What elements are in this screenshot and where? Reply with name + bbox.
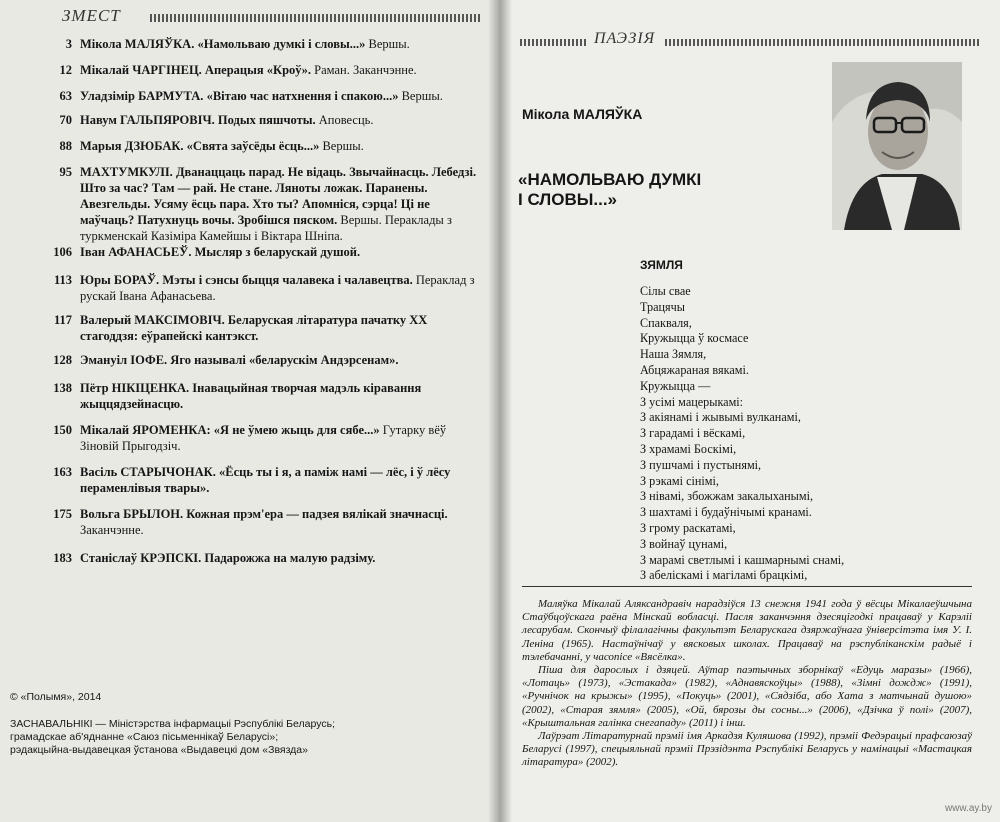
site-watermark: www.ay.by [944,803,992,814]
toc-title: Кожная прэм'ера — падзея вялікай значнасці. [186,507,448,521]
toc-page-number: 88 [59,139,72,153]
poem-text [640,284,960,584]
poem-line: Кружыцца — [640,378,711,393]
poem-line: Трацячы [640,299,685,314]
poem-line: Спакваля, [640,315,692,330]
poem-line: З рэкамі сінімі, [640,473,719,488]
poem-line: З усімі мацерыкамі: [640,394,744,409]
poem-cycle-title-line: «НАМОЛЬВАЮ ДУМКІ [518,170,702,189]
toc-page-number: 150 [53,423,72,437]
toc-title: «Я не ўмею жыць для сябе...» [213,423,380,437]
toc-title: Аперацыя «Кроў». [204,63,312,77]
poem-cycle-title [518,170,748,210]
poem-line: Сілы свае [640,284,691,298]
copyright-notice: © «Полымя», 2014 [10,691,102,703]
poem-line: З храмамі Боскімі, [640,441,737,456]
toc-title: «Намольваю думкі і словы...» [197,37,366,51]
toc-title: Подых пяшчоты. [217,113,316,127]
right-page [500,0,1000,822]
toc-page-number: 12 [59,63,72,77]
toc-title: Мысляр з беларускай душой. [194,245,361,259]
toc-kind: Вершы. [368,37,410,51]
toc-title: «Ёсць ты і я, а паміж намі — лёс, і ў лёсу пераменлівыя твары». [80,465,451,495]
poem-line: З шахтамі і будаўнічымі кранамі. [640,505,812,520]
toc-author: МАХТУМКУЛІ. [80,165,173,179]
author-portrait-photo [832,62,962,230]
toc-title: Дванаццаць парад. Не відаць. Звычайнасць. Лебедзі. Што за час? Там — рай. Не стане. Ляноты ложак. Паранены. Авезгельды. Усяму ёсць пара. Хто ты? Апомніся, сэрца! Ці не маўчаць? Патухнуць вочы. Зробішся пяском. [80,165,477,227]
toc-page-number: 138 [53,381,72,395]
toc-author: Мікалай ЯРОМЕНКА: [80,423,211,437]
toc-title: «Вітаю час натхнення і спакою...» [206,89,399,103]
poem-line: З войнаў цунамі, [640,536,728,551]
author-biography [522,598,972,770]
toc-page-number: 63 [59,89,72,103]
poem-heading: ЗЯМЛЯ [640,258,683,272]
toc-title: Падарожжа на малую радзіму. [204,551,376,565]
poem-line: З нівамі, збожжам закалыханымі, [640,489,814,504]
poem-line: Абцяжараная вякамі. [640,362,749,377]
toc-kind: Вершы. [401,89,443,103]
poet-name: Мікола МАЛЯЎКА [522,106,643,122]
toc-title: Яго называлі «беларускім Андэрсенам». [170,353,399,367]
poetry-header-rule-right [665,39,980,46]
contents-header-rule [150,14,481,22]
toc-author: Пётр НІКІЦЕНКА. [80,381,190,395]
toc-author: Навум ГАЛЬПЯРОВІЧ. [80,113,215,127]
biography-paragraph: Піша для дарослых і дзяцей. Аўтар паэтычных зборнікаў «Едуць маразы» (1966), «Лотаць» (1973), «Эстакада» (1982), «Аднавяскоўцы» (1988), «Зімні дождж» (1991), «Ручнічок на крыжы» (1995), «Покуць» (2001), «Сядзіба, або Хата з матчынай душою» (2002), «Старая зямля» (2005), «Ой, бярозы ды сосны...» (2006), «Дзічка ў полі» (2007), «Крыштальная галінка снегападу» (2011) і інш. [522,664,972,729]
contents-header [0,4,495,28]
poem-line: З акіянамі і жывымі вулканамі, [640,410,801,425]
poetry-header-rule-left [520,39,588,46]
poem-line: Кружыцца ў космасе [640,331,749,346]
toc-author: Васіль СТАРЫЧОНАК. [80,465,216,479]
toc-author: Вольга БРЫЛОН. [80,507,184,521]
toc-title: Мэты і сэнсы быцця чалавека і чалавецтва. [162,273,413,287]
toc-kind: Гутарку вёў Зіновій Прыгодзіч. [80,423,447,453]
poem-line: З грому раскатамі, [640,520,736,535]
toc-title: «Свята заўсёды ёсць...» [186,139,320,153]
toc-page-number: 117 [53,313,72,327]
toc-author: Мікола МАЛЯЎКА. [80,37,195,51]
poem-line: З марамі светлымі і кашмарнымі снамі, [640,552,845,567]
toc-kind: Заканчэнне. [80,523,144,537]
toc-title: Беларуская літаратура пачатку XX стагоддзя: еўрапейскі кантэкст. [80,313,428,343]
toc-author: Станіслаў КРЭПСКІ. [80,551,202,565]
toc-kind: Раман. Заканчэнне. [314,63,417,77]
toc-page-number: 95 [59,165,72,179]
toc-kind: Вершы. Пераклады з туркменскай Казіміра Камейшы і Віктара Шніпа. [80,213,452,243]
toc-author: Уладзімір БАРМУТА. [80,89,204,103]
toc-page-number: 113 [53,273,72,287]
toc-kind: Вершы. [322,139,364,153]
poetry-header [520,30,980,50]
biography-paragraph: Лаўрэат Літаратурнай прэміі імя Аркадзя Куляшова (1992), прэміі Федэрацыі прафсаюзаў Беларусі (1997), спецыяльнай прэміі Прэзідэнта Рэспублікі Беларусь у намінацыі «Мастацкая літаратура» (2002). [522,730,972,769]
poem-line: З пушчамі і пустынямі, [640,457,762,472]
toc-kind: Аповесць. [318,113,374,127]
imprint-line: грамадскае аб'яднанне «Саюз пісьменнікаў Беларусі»; [10,731,279,743]
imprint-block [10,718,480,757]
toc-page-number: 70 [59,113,72,127]
toc-page-number: 175 [53,507,72,521]
book-spine-shadow [488,0,512,822]
imprint-line: рэдакцыйна-выдавецкая ўстанова «Выдавецкі дом «Звязда» [10,744,308,756]
imprint-line: ЗАСНАВАЛЬНІКІ — Міністэрства інфармацыі Рэспублікі Беларусь; [10,718,336,730]
portrait-icon [832,62,962,230]
toc-page-number: 128 [53,353,72,367]
poem-cycle-title-line: І СЛОВЫ...» [518,190,617,209]
toc-page-number: 3 [65,37,72,51]
toc-page-number: 106 [53,245,72,259]
poem-line: З абеліскамі і магіламі брацкімі, [640,568,808,583]
toc-author: Валерый МАКСІМОВІЧ. [80,313,225,327]
poem-line: З гарадамі і вёскамі, [640,426,746,441]
toc-kind: Пераклад з рускай Івана Афанасьева. [80,273,475,303]
contents-header-label: ЗМЕСТ [62,6,121,25]
biography-divider [522,586,972,587]
toc-author: Мікалай ЧАРГІНЕЦ. [80,63,202,77]
toc-author: Юры БОРАЎ. [80,273,160,287]
toc-title: Інавацыйная творчая мадэль кіравання жыццядзейнасцю. [80,381,422,411]
toc-author: Эмануіл ІОФЕ. [80,353,168,367]
toc-page-number: 163 [53,465,72,479]
biography-paragraph: Маляўка Мікалай Аляксандравіч нарадзіўся 13 снежня 1941 года ў вёсцы Мікалаеўшчына Стаўбцоўскага раёна Мінскай вобласці. Пасля заканчэння дзесяцігодкі працаваў у Карэліі лесарубам. Скончыў філалагічны факультэт Беларускага дзяржаўнага ўніверсітэта імя У. І. Леніна (1965). Настаўнічаў у вясковых школах. Працаваў на рэспубліканскім радыё і тэлебачанні, у часопісе «Вясёлка». [522,598,972,663]
toc-page-number: 183 [53,551,72,565]
poetry-header-label: ПАЭЗІЯ [594,30,656,47]
toc-author: Іван АФАНАСЬЕЎ. [80,245,192,259]
poem-line: Наша Зямля, [640,347,707,362]
toc-author: Марыя ДЗЮБАК. [80,139,184,153]
